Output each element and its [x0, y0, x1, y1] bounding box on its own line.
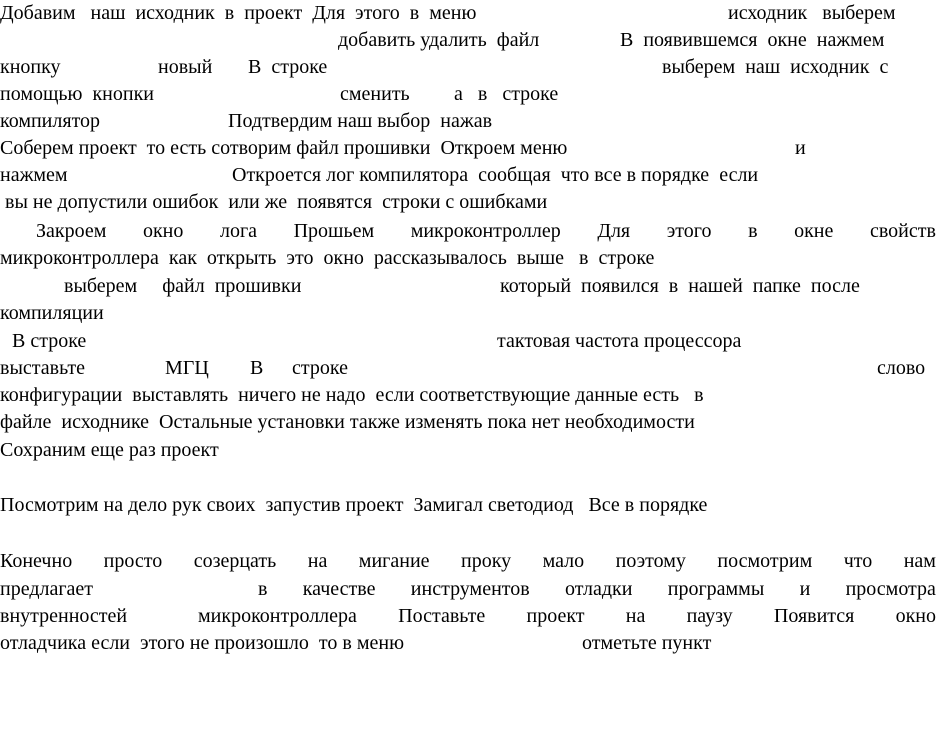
text-fragment: компиляции: [0, 302, 104, 324]
word: созерцать: [193, 550, 277, 572]
word: Поставьте: [398, 605, 486, 627]
text-fragment: отладчика если этого не произошло то в меню: [0, 632, 405, 654]
text-line: [36, 218, 936, 245]
text-fragment: Подтвердим наш выбор нажав: [228, 110, 493, 132]
word: Появится: [773, 605, 855, 627]
word: мигание: [358, 550, 430, 572]
text-line: [0, 300, 936, 327]
word: Прошьем: [293, 220, 375, 242]
text-fragment: добавить удалить файл: [338, 29, 540, 51]
text-fragment: а в строке: [454, 83, 559, 105]
text-fragment: выберем файл прошивки: [64, 275, 302, 297]
text-line: [0, 409, 936, 436]
text-line: [0, 328, 936, 355]
text-line: [0, 245, 936, 272]
word: отладки: [565, 578, 633, 600]
text-line: [0, 437, 936, 464]
word: в: [258, 578, 268, 600]
word: и: [799, 578, 811, 600]
text-fragment: компилятор: [0, 110, 101, 132]
word: микроконтроллер: [410, 220, 561, 242]
text-line: [0, 27, 936, 54]
text-line: [0, 135, 936, 162]
text-line: [0, 630, 936, 657]
word: Для: [597, 220, 631, 242]
word: качестве: [302, 578, 376, 600]
text-line: [0, 54, 936, 81]
word: Конечно: [0, 550, 73, 572]
word: просто: [103, 550, 163, 572]
text-fragment: выставьте: [0, 357, 86, 379]
word: внутренностей: [0, 605, 128, 627]
text-fragment: сменить: [340, 83, 410, 105]
text-fragment: выберем наш исходник с: [662, 56, 889, 78]
text-line: [0, 273, 936, 300]
text-fragment: строке: [292, 357, 348, 379]
word: поэтому: [615, 550, 686, 572]
text-fragment: Откроется лог компилятора сообщая что все в порядке если: [232, 164, 759, 186]
word: микроконтроллера: [198, 605, 357, 627]
text-line: [0, 576, 936, 603]
word: окно: [142, 220, 184, 242]
word: программы: [667, 578, 765, 600]
word: мало: [542, 550, 585, 572]
text-fragment: исходник выберем: [728, 2, 896, 24]
text-fragment: конфигурации выставлять ничего не надо если соответствующие данные есть в: [0, 384, 704, 406]
text-line: [0, 355, 936, 382]
word: на: [625, 605, 646, 627]
word: инструментов: [410, 578, 530, 600]
text-fragment: новый: [158, 56, 213, 78]
word: окно: [895, 605, 936, 627]
word: этого: [666, 220, 712, 242]
text-fragment: В строке: [12, 330, 87, 352]
text-fragment: и: [795, 137, 806, 159]
text-fragment: Добавим наш исходник в проект Для этого в меню: [0, 2, 477, 24]
text-fragment: вы не допустили ошибок или же появятся строки с ошибками: [0, 191, 548, 213]
text-fragment: кнопку: [0, 56, 61, 78]
word: в: [748, 220, 758, 242]
text-fragment: микроконтроллера как открыть это окно рассказывалось выше в строке: [0, 247, 655, 269]
text-run: [198, 603, 936, 630]
word: свойств: [869, 220, 936, 242]
text-fragment: Соберем проект то есть сотворим файл прошивки Откроем меню: [0, 137, 568, 159]
text-run: [258, 576, 936, 603]
text-fragment: файле исходнике Остальные установки также изменять пока нет необходимости: [0, 411, 695, 433]
word: Закроем: [36, 220, 107, 242]
text-line: [0, 382, 936, 409]
word: проку: [461, 550, 512, 572]
word: паузу: [686, 605, 733, 627]
text-fragment: Сохраним еще раз проект: [0, 439, 219, 461]
text-fragment: В появившемся окне нажмем: [620, 29, 885, 51]
text-fragment: нажмем: [0, 164, 68, 186]
text-fragment: предлагает: [0, 578, 94, 600]
text-line: [0, 0, 936, 27]
text-fragment: помощью кнопки: [0, 83, 154, 105]
text-line: [0, 548, 936, 575]
text-line: [0, 189, 936, 216]
text-fragment: отметьте пункт: [582, 632, 712, 654]
word: посмотрим: [717, 550, 813, 572]
word: окне: [794, 220, 834, 242]
text-line: [0, 108, 936, 135]
word: проект: [526, 605, 585, 627]
text-fragment: В: [250, 357, 264, 379]
text-fragment: тактовая частота процессора: [497, 330, 742, 352]
text-fragment: МГЦ: [165, 357, 209, 379]
text-fragment: Посмотрим на дело рук своих запустив проект Замигал светодиод Все в порядке: [0, 494, 708, 516]
text-fragment: который появился в нашей папке после: [500, 275, 860, 297]
word: лога: [219, 220, 258, 242]
text-line: [0, 492, 936, 519]
text-fragment: В строке: [248, 56, 328, 78]
word: что: [843, 550, 873, 572]
word: просмотра: [845, 578, 936, 600]
word: нам: [903, 550, 936, 572]
text-fragment: слово: [877, 357, 926, 379]
text-line: [0, 603, 936, 630]
text-line: [0, 81, 936, 108]
word: на: [307, 550, 328, 572]
text-line: [0, 162, 936, 189]
